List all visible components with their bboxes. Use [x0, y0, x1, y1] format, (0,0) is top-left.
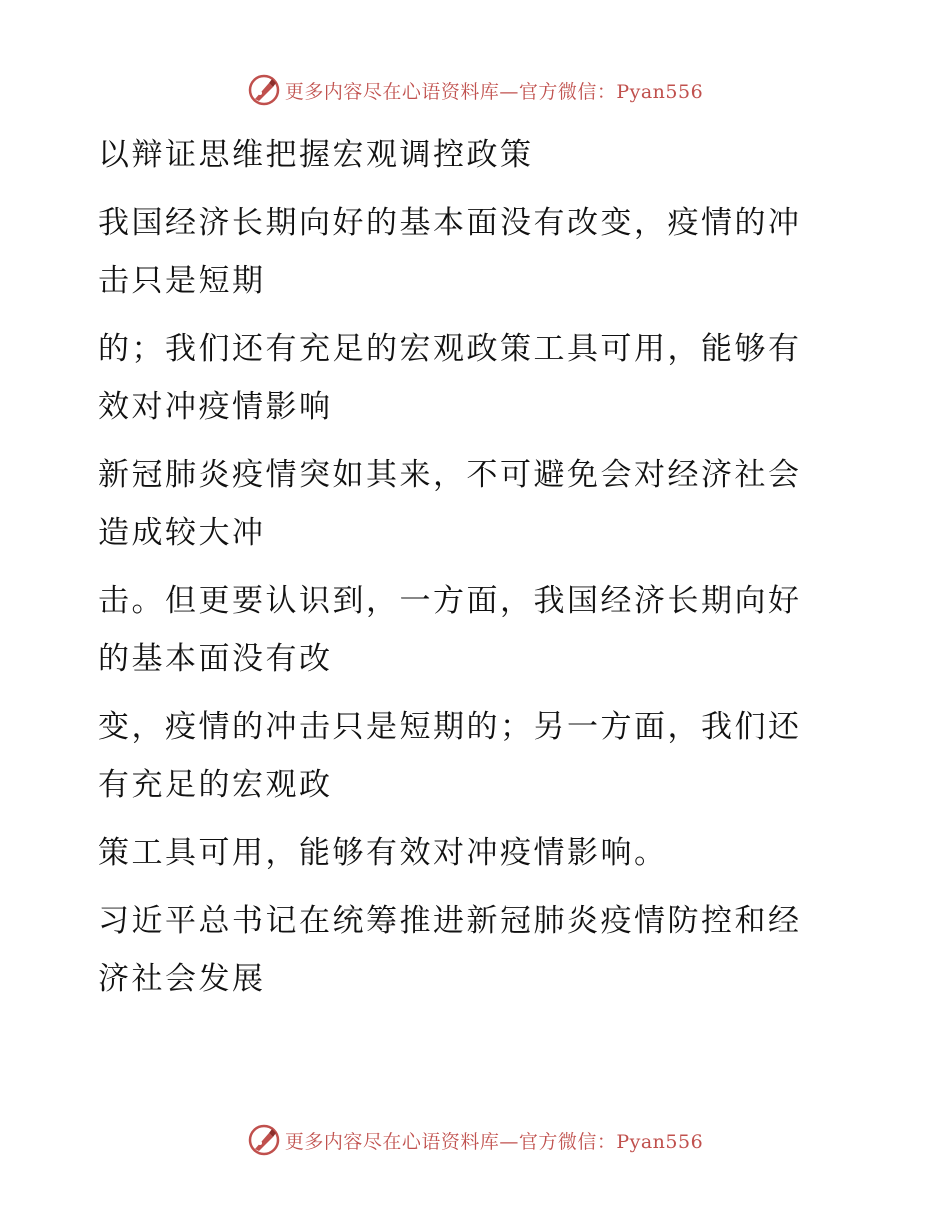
paragraph: 变，疫情的冲击只是短期的；另一方面，我们还有充足的宏观政 [98, 709, 802, 803]
paragraph: 击。但更要认识到，一方面，我国经济长期向好的基本面没有改 [98, 583, 802, 677]
banner-text: 更多内容尽在心语资料库—官方微信：Pyan556 [284, 1130, 704, 1153]
pen-logo-icon [247, 73, 281, 107]
paragraph: 习近平总书记在统筹推进新冠肺炎疫情防控和经济社会发展 [98, 903, 802, 997]
banner-text: 更多内容尽在心语资料库—官方微信：Pyan556 [284, 80, 704, 103]
pen-logo-icon [247, 1123, 281, 1157]
paragraph: 我国经济长期向好的基本面没有改变，疫情的冲击只是短期 [98, 205, 802, 299]
header-banner [0, 70, 950, 110]
document-title: 以辩证思维把握宏观调控政策 [98, 137, 534, 173]
footer-banner [0, 1120, 950, 1160]
paragraph: 的；我们还有充足的宏观政策工具可用，能够有效对冲疫情影响 [98, 331, 802, 425]
document-body [98, 126, 833, 1018]
paragraph: 新冠肺炎疫情突如其来，不可避免会对经济社会造成较大冲 [98, 457, 802, 551]
paragraph: 策工具可用，能够有效对冲疫情影响。 [98, 835, 668, 871]
